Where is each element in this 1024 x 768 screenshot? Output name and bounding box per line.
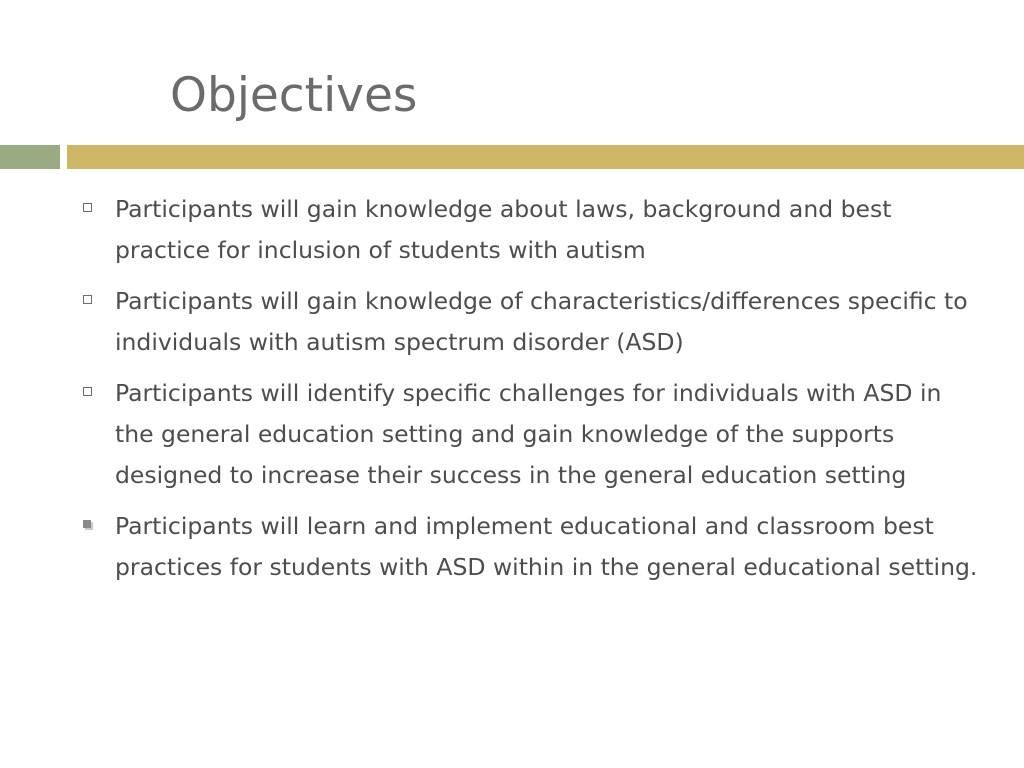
list-item [78, 506, 978, 588]
hollow-square-icon [83, 295, 92, 304]
bullet-text: Participants will gain knowledge about laws, background and best practice for inclusion of students with autism [115, 195, 892, 264]
bullet-text: Participants will learn and implement educational and classroom best practices for students with ASD within in the general educational setting. [115, 512, 978, 581]
bullet-text: Participants will identify specific challenges for individuals with ASD in the general education setting and gain knowledge of the supports designed to increase their success in the general education setting [115, 379, 942, 489]
filled-square-icon [83, 520, 91, 528]
accent-bar-right [67, 145, 1024, 169]
list-item [78, 373, 978, 496]
list-item [78, 189, 978, 271]
bullet-list [78, 189, 978, 598]
hollow-square-icon [83, 387, 92, 396]
bullet-text: Participants will gain knowledge of characteristics/differences specific to individuals with autism spectrum disorder (ASD) [115, 287, 968, 356]
hollow-square-icon [83, 203, 92, 212]
accent-bar-left [0, 145, 60, 169]
slide-title: Objectives [170, 68, 418, 123]
list-item [78, 281, 978, 363]
